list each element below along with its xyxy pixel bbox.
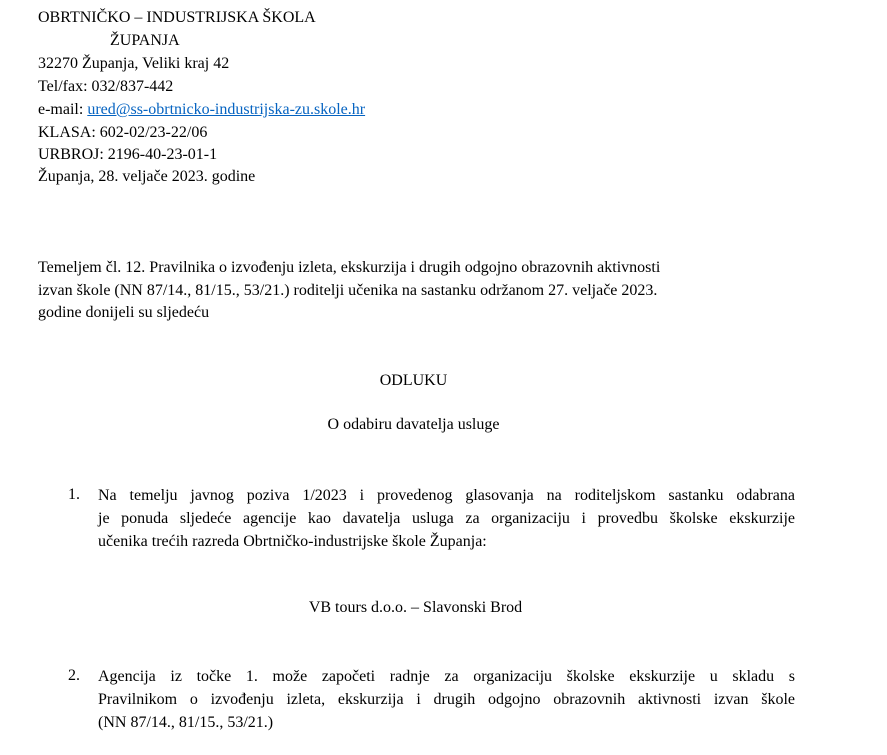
intro-line-2: izvan škole (NN 87/14., 81/15., 53/21.) roditelji učenika na sastanku održanom 27. veljače 2023. xyxy=(38,282,658,299)
item-1-number: 1. xyxy=(68,486,80,503)
decision-subtitle: O odabiru davatelja usluge xyxy=(327,416,500,433)
item-2-line-1: Agencija iz točke 1. može započeti radnje za organizaciju školske ekskurzije u skladu s xyxy=(98,668,795,685)
item-1-line-1: Na temelju javnog poziva 1/2023 i provedenog glasovanja na roditeljskom sastanku odabrana xyxy=(98,487,795,504)
email-link[interactable]: ured@ss-obrtnicko-industrijska-zu.skole.hr xyxy=(87,101,366,118)
decision-title: ODLUKU xyxy=(379,372,448,389)
item-1-line-3: učenika trećih razreda Obrtničko-industrijske škole Županja: xyxy=(98,533,487,550)
selected-agency: VB tours d.o.o. – Slavonski Brod xyxy=(308,599,523,616)
item-2-number: 2. xyxy=(68,667,80,684)
date-line: Županja, 28. veljače 2023. godine xyxy=(38,168,256,185)
email-line xyxy=(38,100,365,120)
item-2-line-3: (NN 87/14., 81/15., 53/21.) xyxy=(98,714,274,731)
school-name: OBRTNIČKO – INDUSTRIJSKA ŠKOLA xyxy=(38,9,316,26)
intro-line-3: godine donijeli su sljedeću xyxy=(38,304,210,321)
urbroj-line: URBROJ: 2196-40-23-01-1 xyxy=(38,146,218,163)
intro-line-1: Temeljem čl. 12. Pravilnika o izvođenju izleta, ekskurzija i drugih odgojno obrazovnih aktivnosti xyxy=(38,259,661,276)
email-label: e-mail: xyxy=(38,101,88,118)
item-2-line-2: Pravilnikom o izvođenju izleta, ekskurzija i drugih odgojno obrazovnih aktivnosti izvan škole xyxy=(98,691,795,708)
school-address: 32270 Županja, Veliki kraj 42 xyxy=(38,55,230,72)
school-city: ŽUPANJA xyxy=(110,32,180,49)
item-1-line-2: je ponuda sljedeće agencije kao davatelja usluga za organizaciju i provedbu školske ekskurzije xyxy=(98,510,795,527)
school-telfax: Tel/fax: 032/837-442 xyxy=(38,78,174,95)
klasa-line: KLASA: 602-02/23-22/06 xyxy=(38,124,208,141)
